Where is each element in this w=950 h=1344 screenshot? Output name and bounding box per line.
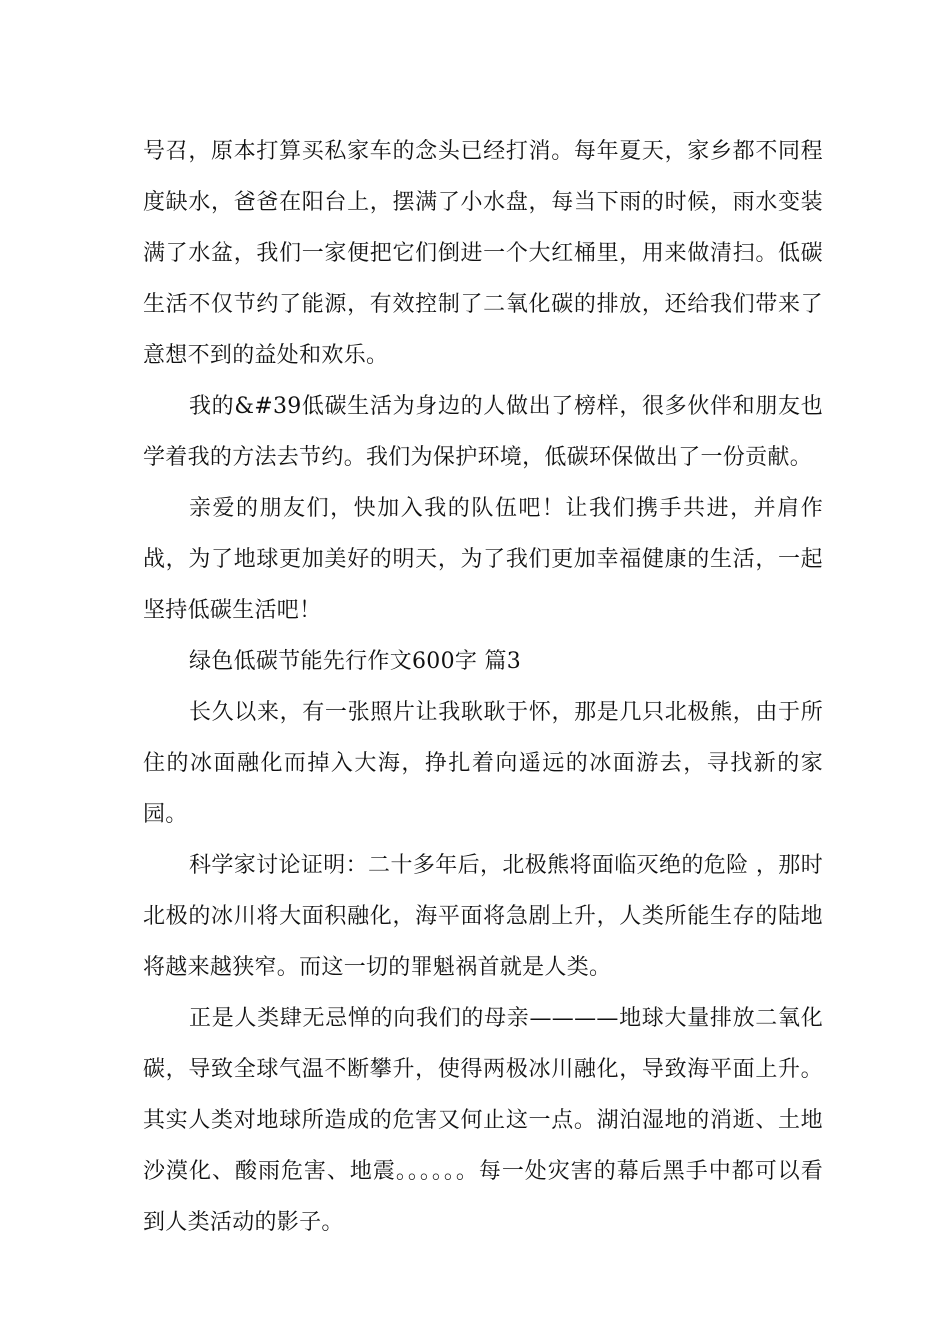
paragraph-5: 科学家讨论证明：二十多年后，北极熊将面临灭绝的危险 ，那时北极的冰川将大面积融化，海平面将急剧上升，人类所能生存的陆地将越来越狭窄。而这一切的罪魁祸首就是人类。 [143, 853, 823, 980]
paragraph-6: 正是人类肆无忌惮的向我们的母亲————地球大量排放二氧化碳，导致全球气温不断攀升，使得两极冰川融化，导致海平面上升。其实人类对地球所造成的危害又何止这一点。湖泊湿地的消逝、土地沙漠化、酸雨危害、地震。。。。。。每一处灾害的幕后黑手中都可以看到人类活动的影子。 [143, 1006, 823, 1235]
section-heading: 绿色低碳节能先行作文600字 篇3 [189, 649, 522, 674]
paragraph-4: 长久以来，有一张照片让我耿耿于怀，那是几只北极熊，由于所住的冰面融化而掉入大海，挣扎着向遥远的冰面游去，寻找新的家园。 [143, 700, 823, 827]
paragraph-2: 我的&#39低碳生活为身边的人做出了榜样，很多伙伴和朋友也学着我的方法去节约。我们为保护环境，低碳环保做出了一份贡献。 [143, 394, 823, 470]
paragraph-1: 号召，原本打算买私家车的念头已经打消。每年夏天，家乡都不同程度缺水，爸爸在阳台上，摆满了小水盘，每当下雨的时候，雨水变装满了水盆，我们一家便把它们倒进一个大红桶里，用来做清扫。低碳生活不仅节约了能源，有效控制了二氧化碳的排放，还给我们带来了意想不到的益处和欢乐。 [143, 139, 823, 368]
document-body [143, 126, 823, 1248]
paragraph-3: 亲爱的朋友们，快加入我的队伍吧！让我们携手共进，并肩作战，为了地球更加美好的明天，为了我们更加幸福健康的生活，一起坚持低碳生活吧！ [143, 496, 823, 623]
